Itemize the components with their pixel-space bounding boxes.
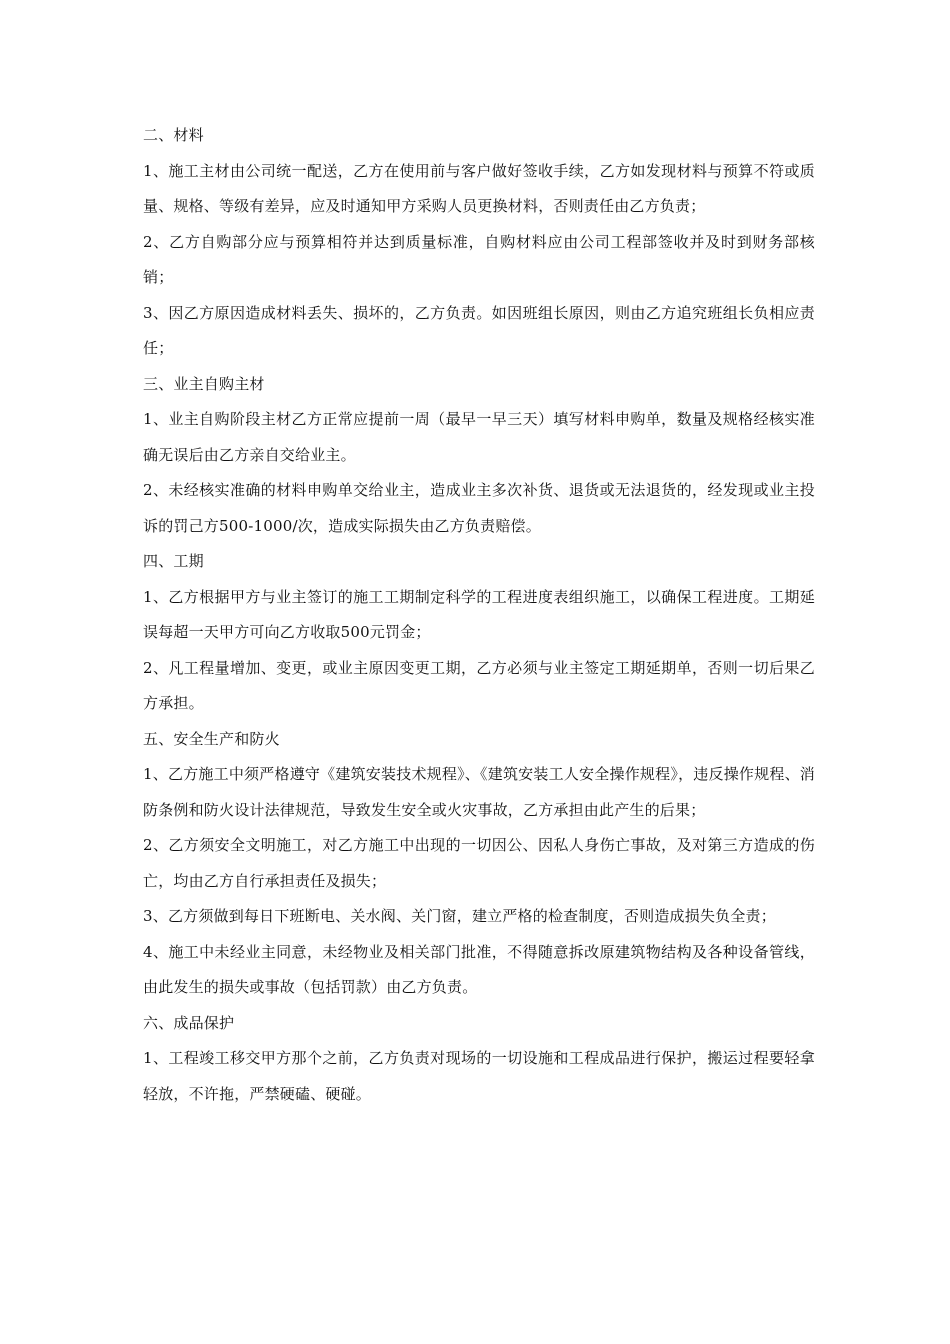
section-heading: 三、业主自购主材 [143,374,265,393]
paragraph: 3、乙方须做到每日下班断电、关水阀、关门窗，建立严格的检查制度，否则造成损失负全责； [143,907,776,925]
paragraph: 4、施工中未经业主同意，未经物业及相关部门批准，不得随意拆改原建筑物结构及各种设备管线，由此发生的损失或事故（包括罚款）由乙方负责。 [143,942,815,996]
section-safety-fire [143,722,815,1006]
section-heading: 四、工期 [143,552,204,570]
paragraph: 1、乙方施工中须严格遵守《建筑安装技术规程》、《建筑安装工人安全操作规程》，违反操作规程、消防条例和防火设计法律规范，导致发生安全或火灾事故，乙方承担由此产生的后果； [143,765,815,819]
document-body [143,118,815,1112]
section-materials [143,118,815,367]
paragraph: 2、凡工程量增加、变更，或业主原因变更工期，乙方必须与业主签定工期延期单，否则一切后果乙方承担。 [143,658,815,712]
paragraph: 2、乙方自购部分应与预算相符并达到质量标准，自购材料应由公司工程部签收并及时到财务部核销； [143,232,815,286]
section-heading: 二、材料 [143,126,204,144]
section-owner-purchased-materials [143,367,815,545]
paragraph: 1、工程竣工移交甲方那个之前，乙方负责对现场的一切设施和工程成品进行保护，搬运过程要轻拿轻放，不许拖，严禁硬磕、硬碰。 [143,1049,815,1103]
section-heading: 六、成品保护 [143,1013,235,1032]
section-heading: 五、安全生产和防火 [143,729,280,748]
paragraph: 3、因乙方原因造成材料丢失、损坏的，乙方负责。如因班组长原因，则由乙方追究班组长负相应责任； [143,303,815,357]
paragraph: 1、乙方根据甲方与业主签订的施工工期制定科学的工程进度表组织施工，以确保工程进度。工期延误每超一天甲方可向乙方收取500元罚金； [143,587,815,641]
paragraph: 1、业主自购阶段主材乙方正常应提前一周（最早一早三天）填写材料申购单，数量及规格经核实准确无误后由乙方亲自交给业主。 [143,410,815,464]
paragraph: 1、施工主材由公司统一配送，乙方在使用前与客户做好签收手续，乙方如发现材料与预算不符或质量、规格、等级有差异，应及时通知甲方采购人员更换材料，否则责任由乙方负责； [143,161,815,215]
paragraph: 2、乙方须安全文明施工，对乙方施工中出现的一切因公、因私人身伤亡事故，及对第三方造成的伤亡，均由乙方自行承担责任及损失； [143,836,815,890]
paragraph: 2、未经核实准确的材料申购单交给业主，造成业主多次补货、退货或无法退货的，经发现或业主投诉的罚己方500-1000/次，造成实际损失由乙方负责赔偿。 [143,481,815,535]
section-product-protection [143,1006,815,1113]
section-schedule [143,544,815,722]
